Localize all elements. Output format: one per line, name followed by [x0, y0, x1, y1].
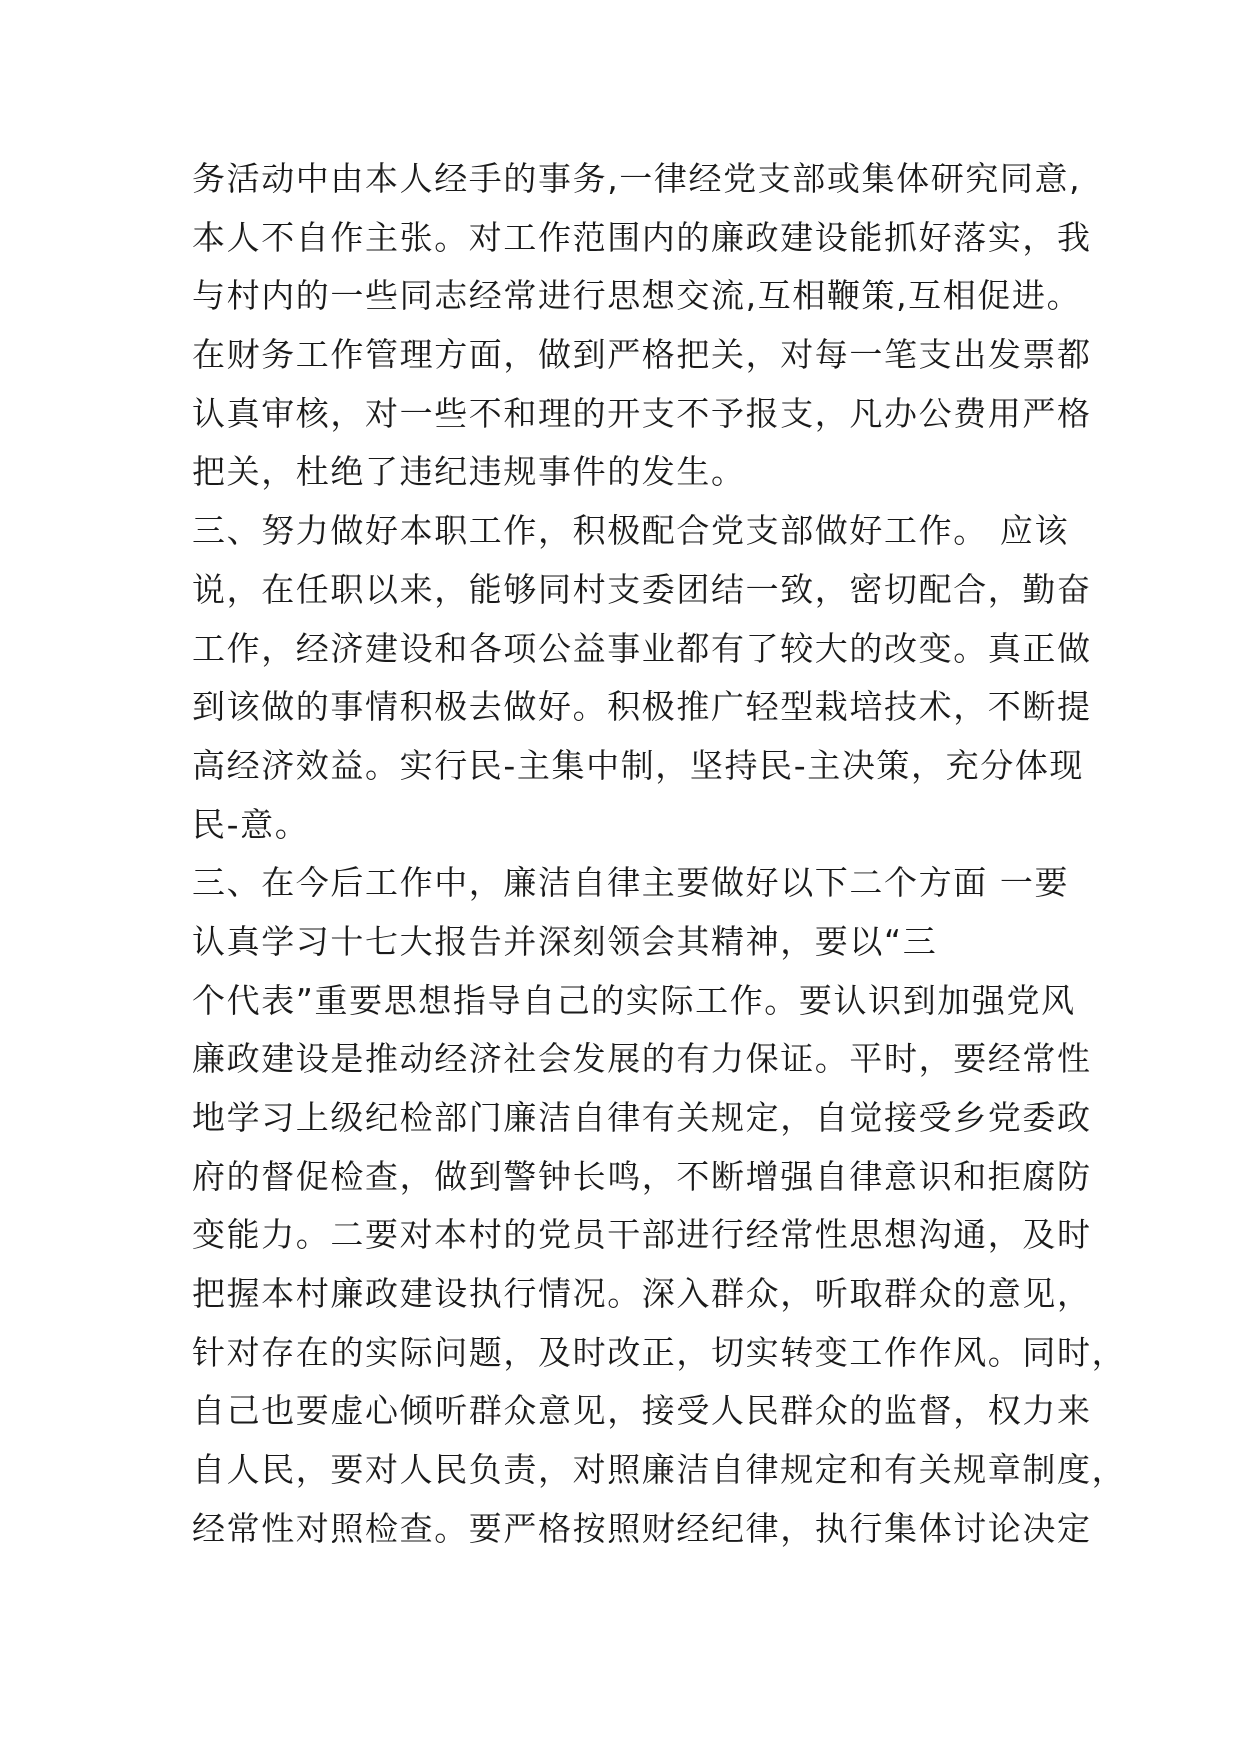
text-line: 府的督促检查，做到警钟长鸣，不断增强自律意识和拒腐防 [192, 1156, 1092, 1196]
text-line: 自己也要虚心倾听群众意见，接受人民群众的监督，权力来 [192, 1391, 1092, 1431]
text-line: 三、努力做好本职工作，积极配合党支部做好工作。 应该 [192, 511, 1070, 551]
text-line: 务活动中由本人经手的事务,一律经党支部或集体研究同意, [192, 159, 1082, 198]
text-line: 把关，杜绝了违纪违规事件的发生。 [192, 452, 746, 492]
text-line: 与村内的一些同志经常进行思想交流,互相鞭策,互相促进。 [192, 276, 1082, 316]
text-line: 到该做的事情积极去做好。积极推广轻型栽培技术，不断提 [192, 687, 1092, 727]
text-line: 经常性对照检查。要严格按照财经纪律，执行集体讨论决定 [192, 1508, 1092, 1548]
body-text [192, 150, 1127, 1559]
text-line: 工作，经济建设和各项公益事业都有了较大的改变。真正做 [192, 628, 1092, 668]
text-line: 本人不自作主张。对工作范围内的廉政建设能抓好落实，我 [192, 217, 1092, 257]
text-line: 在财务工作管理方面，做到严格把关，对每一笔支出发票都 [192, 335, 1092, 375]
text-line: 民-意。 [192, 804, 310, 844]
text-line: 三、在今后工作中，廉洁自律主要做好以下二个方面 一要 [192, 863, 1070, 903]
text-line: 自人民，要对人民负责，对照廉洁自律规定和有关规章制度， [192, 1450, 1127, 1490]
text-line: 认真审核，对一些不和理的开支不予报支，凡办公费用严格 [192, 393, 1092, 433]
text-line: 变能力。二要对本村的党员干部进行经常性思想沟通，及时 [192, 1215, 1092, 1255]
text-line: 个代表”重要思想指导自己的实际工作。要认识到加强党风 [192, 980, 1076, 1020]
text-line: 高经济效益。实行民-主集中制，坚持民-主决策，充分体现 [192, 745, 1085, 785]
text-line: 把握本村廉政建设执行情况。深入群众，听取群众的意见， [192, 1274, 1092, 1314]
text-line: 地学习上级纪检部门廉洁自律有关规定，自觉接受乡党委政 [192, 1098, 1092, 1137]
text-line: 认真学习十七大报告并深刻领会其精神，要以“三 [192, 921, 938, 961]
text-line: 说，在任职以来，能够同村支委团结一致，密切配合，勤奋 [192, 569, 1092, 609]
text-line: 廉政建设是推动经济社会发展的有力保证。平时，要经常性 [192, 1039, 1092, 1079]
text-line: 针对存在的实际问题，及时改正，切实转变工作作风。同时， [192, 1332, 1127, 1372]
